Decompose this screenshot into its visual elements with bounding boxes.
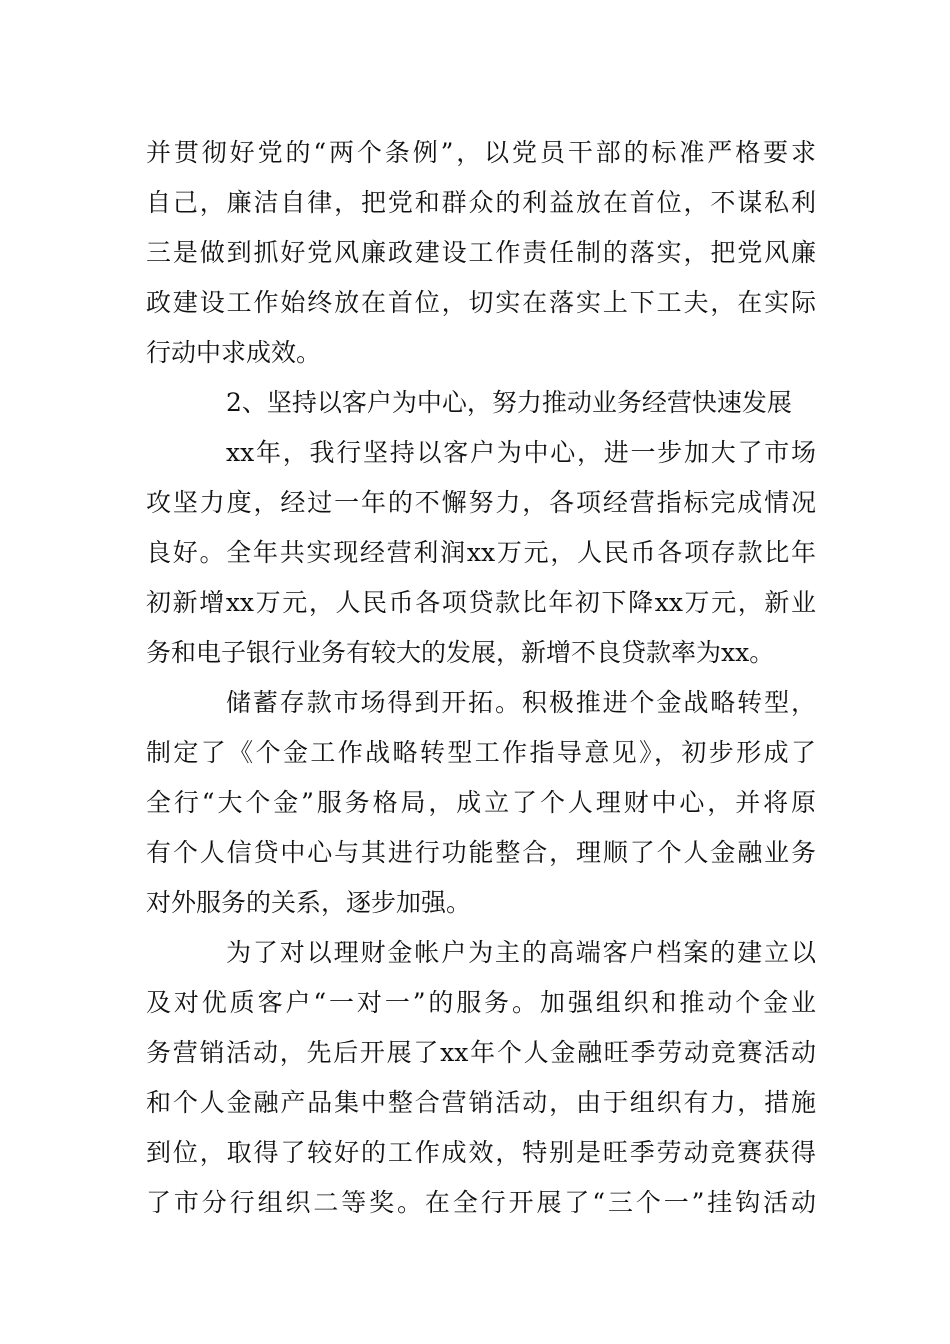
text-line-21: 到位，取得了较好的工作成效，特别是旺季劳动竞赛获得: [146, 1138, 816, 1167]
text-line-3: 三是做到抓好党风廉政建设工作责任制的落实，把党风廉: [146, 238, 816, 267]
text-line-5: 行动中求成效。: [146, 338, 322, 367]
text-line-2: 自己，廉洁自律，把党和群众的利益放在首位，不谋私利: [146, 188, 816, 217]
text-line-11: 务和电子银行业务有较大的发展，新增不良贷款率为xx。: [146, 638, 775, 667]
text-line-20: 和个人金融产品集中整合营销活动，由于组织有力，措施: [146, 1088, 816, 1117]
text-line-7: xx年，我行坚持以客户为中心，进一步加大了市场: [226, 438, 816, 467]
text-line-4: 政建设工作始终放在首位，切实在落实上下工夫，在实际: [146, 288, 816, 317]
text-line-13: 制定了《个金工作战略转型工作指导意见》，初步形成了: [146, 738, 816, 767]
text-line-15: 有个人信贷中心与其进行功能整合，理顺了个人金融业务: [146, 838, 816, 867]
text-line-17: 为了对以理财金帐户为主的高端客户档案的建立以: [226, 938, 816, 967]
text-line-9: 良好。全年共实现经营利润xx万元，人民币各项存款比年: [146, 538, 816, 567]
text-line-16: 对外服务的关系，逐步加强。: [146, 888, 472, 917]
text-line-12: 储蓄存款市场得到开拓。积极推进个金战略转型，: [226, 688, 816, 717]
text-line-14: 全行“大个金”服务格局，成立了个人理财中心，并将原: [146, 788, 816, 817]
text-line-1: 并贯彻好党的“两个条例”，以党员干部的标准严格要求: [146, 138, 816, 167]
text-line-8: 攻坚力度，经过一年的不懈努力，各项经营指标完成情况: [146, 488, 816, 517]
section-heading: 2、坚持以客户为中心，努力推动业务经营快速发展: [226, 388, 792, 417]
text-line-10: 初新增xx万元，人民币各项贷款比年初下降xx万元，新业: [146, 588, 816, 617]
text-line-18: 及对优质客户“一对一”的服务。加强组织和推动个金业: [146, 988, 816, 1017]
text-line-19: 务营销活动，先后开展了xx年个人金融旺季劳动竞赛活动: [146, 1038, 816, 1067]
text-line-22: 了市分行组织二等奖。在全行开展了“三个一”挂钩活动: [146, 1188, 816, 1217]
